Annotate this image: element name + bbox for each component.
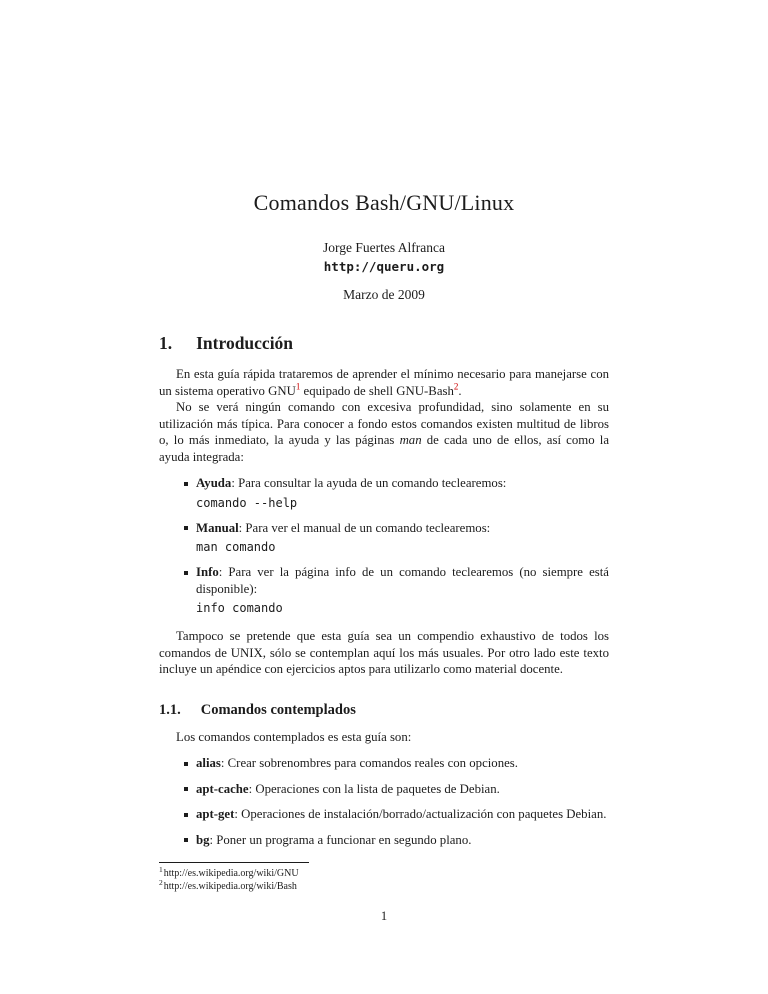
item-text: : Para ver la página info de un comando teclearemos (no siempre está disponible): [196, 565, 609, 596]
footnote-ref-2[interactable]: 2 [453, 381, 459, 392]
paragraph-intro [159, 366, 609, 399]
item-text: : Crear sobrenombres para comandos reales con opciones. [220, 756, 518, 770]
item-term: Info [196, 565, 219, 579]
paragraph-overview-text-b: de cada uno de ellos, así como la ayuda integrada: [159, 433, 609, 464]
paragraph-intro-text-a: En esta guía rápida trataremos de aprender el mínimo necesario para manejarse con un sistema operativo GNU [159, 367, 609, 398]
footnote-text: http://es.wikipedia.org/wiki/GNU [163, 868, 299, 879]
footnote-rule [159, 862, 309, 863]
footnote-item [159, 877, 609, 893]
footnote-number: 1 [159, 864, 163, 874]
paragraph-scope: Tampoco se pretende que esta guía sea un compendio exhaustivo de todos los comandos de UNIX, sólo se contemplan aquí los más usuales. Por otro lado este texto incluye un apéndice con ejercicios aptos para utilizarlo como material docente. [159, 629, 609, 676]
list-item-body [196, 755, 609, 772]
subsection-title: Comandos contemplados [200, 701, 356, 718]
item-term: alias [196, 756, 221, 770]
section-heading-introduccion [159, 333, 609, 354]
help-list [184, 475, 609, 616]
page-content [159, 0, 609, 924]
paragraph-lead: Los comandos contemplados es esta guía son: [176, 729, 412, 744]
footnote-ref-1[interactable]: 1 [295, 381, 301, 392]
item-text: : Operaciones de instalación/borrado/actualización con paquetes Debian. [234, 807, 607, 821]
list-item-info [184, 564, 609, 616]
emphasis-man: man [399, 433, 422, 447]
author-name: Jorge Fuertes Alfranca [323, 240, 445, 255]
bullet-icon [184, 571, 188, 575]
paragraph-overview-text-a: No se verá ningún comando con excesiva profundidad, sino solamente en su utilización más típica. Para conocer a fondo estos comandos existen multitud de libros o, lo más inmediato, la ayuda y las páginas [159, 400, 609, 447]
publish-date: Marzo de 2009 [343, 287, 425, 302]
item-term: apt-cache [196, 781, 249, 796]
list-item-apt-cache [184, 781, 609, 798]
code-line: info comando [196, 601, 283, 615]
list-item-bg [184, 832, 609, 849]
bullet-icon [184, 526, 188, 530]
bullet-icon [184, 787, 188, 791]
code-line: man comando [196, 540, 276, 554]
footnote-text: http://es.wikipedia.org/wiki/Bash [163, 881, 297, 892]
item-text: : Operaciones con la lista de paquetes de Debian. [248, 781, 500, 796]
list-item-body [196, 832, 609, 849]
list-item-alias [184, 755, 609, 772]
list-item-body [196, 564, 609, 616]
bullet-icon [184, 762, 188, 766]
author-url: http://queru.org [323, 259, 445, 274]
bullet-icon [184, 838, 188, 842]
list-item-manual [184, 520, 609, 556]
paragraph-commands-overview [159, 399, 609, 465]
item-text: : Para ver el manual de un comando teclearemos: [238, 520, 491, 535]
item-text: : Poner un programa a funcionar en segundo plano. [209, 832, 472, 847]
paragraph-intro-text-b: equipado de shell GNU-Bash [300, 383, 454, 398]
footnote-number: 2 [159, 877, 163, 887]
list-item-body [196, 520, 609, 556]
item-term: apt-get [196, 807, 235, 821]
item-term: Ayuda [196, 476, 232, 490]
section-title: Introducción [196, 333, 294, 353]
footnote-item [159, 864, 609, 880]
subsection-heading-comandos [159, 702, 609, 719]
code-line: comando --help [196, 495, 298, 510]
bullet-icon [184, 482, 188, 486]
item-term: bg [196, 832, 210, 847]
list-item-body [196, 781, 609, 798]
subsection-number: 1.1. [159, 701, 181, 718]
footnotes [159, 864, 609, 893]
paragraph-intro-text-c: . [458, 383, 462, 398]
list-item-body [196, 475, 609, 511]
list-item-ayuda [184, 475, 609, 511]
list-item-apt-get [184, 806, 609, 823]
section-number: 1. [159, 333, 173, 353]
list-item-body [196, 806, 609, 823]
bullet-icon [184, 813, 188, 817]
item-term: Manual [196, 520, 239, 535]
document-title: Comandos Bash/GNU/Linux [253, 190, 515, 215]
page-number: 1 [380, 909, 388, 923]
item-text: : Para consultar la ayuda de un comando teclearemos: [231, 476, 507, 490]
command-list [184, 755, 609, 848]
